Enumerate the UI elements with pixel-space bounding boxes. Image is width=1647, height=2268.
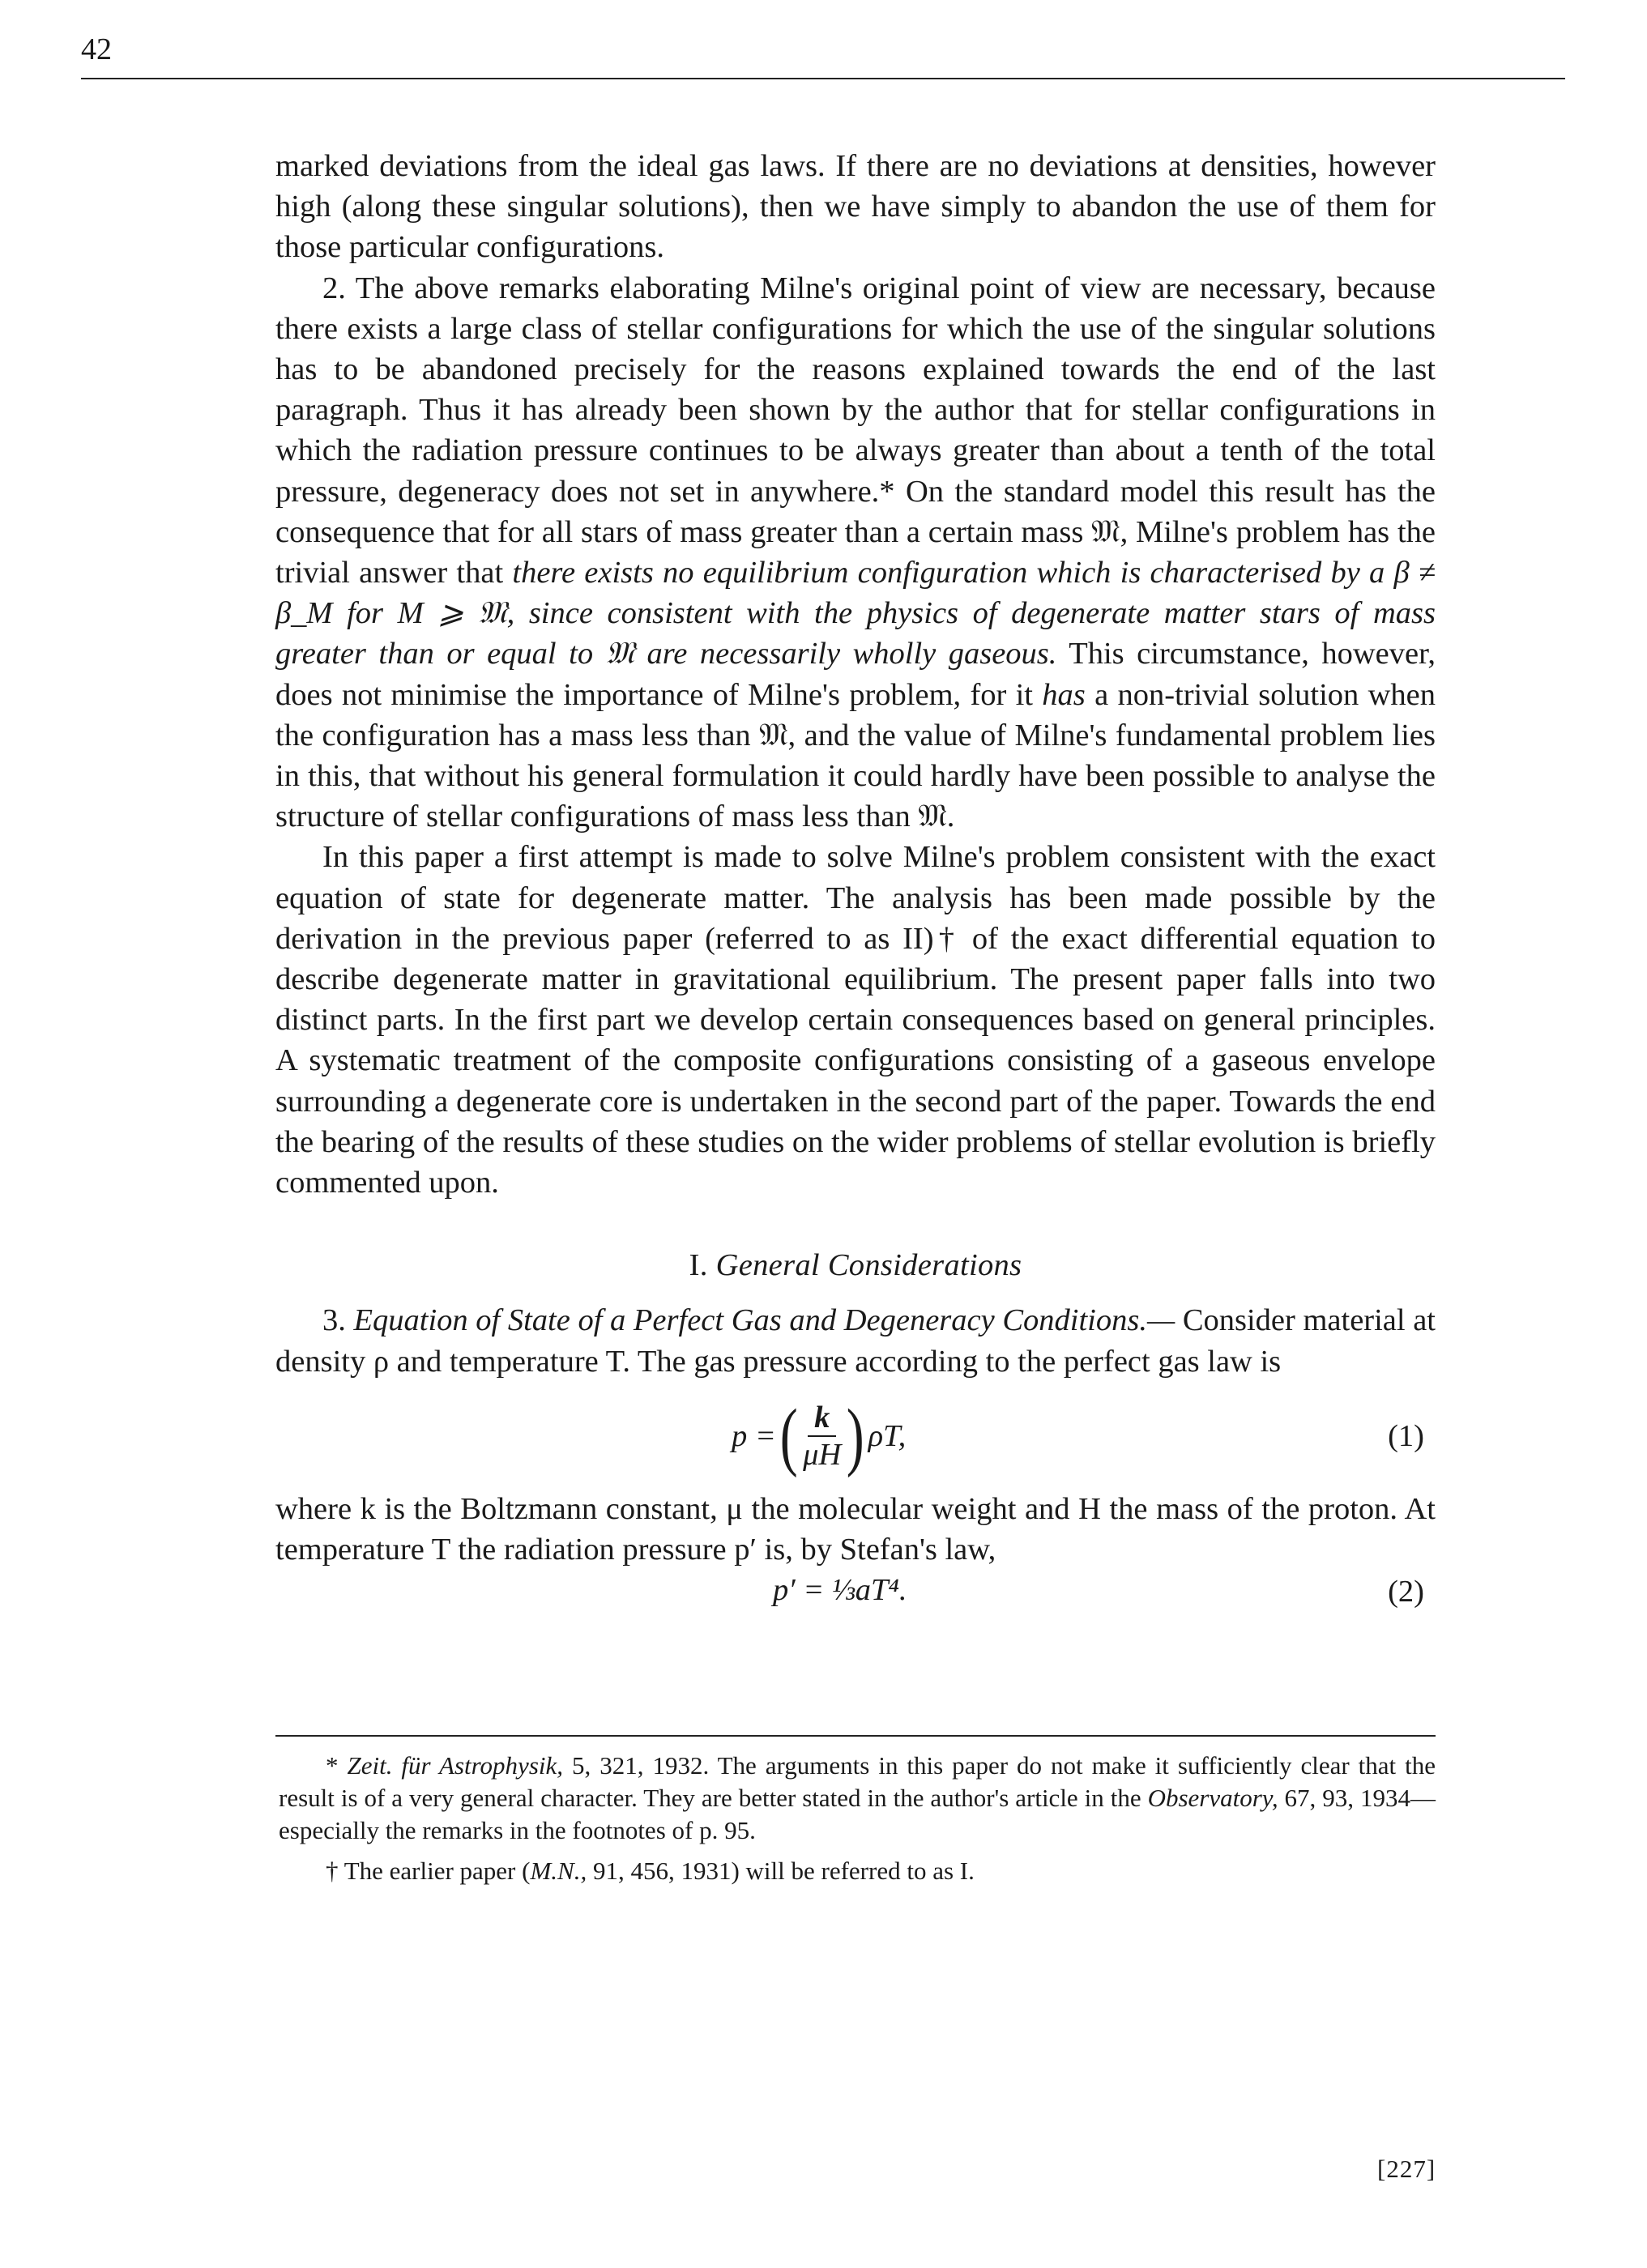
paragraph-4 [275,1300,1436,1381]
subsection-title: Equation of State of a Perfect Gas and Degeneracy Conditions.— [353,1303,1176,1338]
equation-2-expression: p′ = ⅓aT⁴. [773,1573,907,1608]
section-heading [275,1245,1436,1285]
right-paren: ) [847,1393,864,1478]
paragraph-2-text-c: a non-trivial solution when the configuration has a mass less than 𝔐, and the value of Milne's fundamental problem lies in this, that without his general formulation it could hardly have been possible to analyse the structure of stellar configurations of mass less than 𝔐. [275,677,1436,834]
page-number: 42 [81,32,112,66]
footnotes [279,1750,1436,1887]
equation-1-rhs: ρT, [868,1418,907,1453]
paragraph-2-text-b: This circumstance, however, does not minimise the importance of Milne's problem, for it [275,637,1436,712]
left-paren: ( [779,1393,798,1478]
footnote-1-journal: Zeit. für Astrophysik, [347,1751,564,1780]
page-label: [227] [1377,2155,1436,2183]
equation-1-lhs: p = [732,1418,776,1453]
footnote-2-journal: M.N., [530,1857,587,1885]
footnote-1 [279,1750,1436,1847]
section-title: General Considerations [715,1248,1022,1283]
equation-2-label: (2) [1388,1575,1424,1609]
paragraph-2-text-a: 2. The above remarks elaborating Milne's original point of view are necessary, because there exists a large class of stellar configurations for which the use of the singular solutions has to be abandoned precisely for the reasons explained towards the end of the last paragraph. Thus it has already been shown by the author that for stellar configurations in which the radiation pressure continues to be always greater than about a tenth of the total pressure, degeneracy does not set in anywhere.* On the standard model this result has the consequence that for all stars of mass greater than a certain mass 𝔐, Milne's problem has the trivial answer that [275,271,1436,590]
footnote-1-observatory: Observatory, [1147,1784,1278,1812]
equation-2 [275,1570,1436,1615]
header-rule [81,78,1565,79]
paragraph-2 [275,268,1436,838]
paragraph-2-italic: there exists no equilibrium configuration which is characterised by a β ≠ β_M for M ⩾ 𝔐, since consistent with the physics of degenerate matter stars of mass greater than or equal to 𝔐 are necessarily wholly gaseous. [275,556,1436,671]
body-text [275,146,1436,1615]
paragraph-2-has: has [1042,677,1086,712]
paragraph-3: In this paper a first attempt is made to solve Milne's problem consistent with the exact equation of state for degenerate matter. The analysis has been made possible by the derivation in the previous paper (referred to as II)† of the exact differential equation to describe degenerate matter in gravitational equilibrium. The present paper falls into two distinct parts. In the first part we develop certain consequences based on general principles. A systematic treatment of the composite configurations consisting of a gaseous envelope surrounding a degenerate core is undertaken in the second part of the paper. Towards the end the bearing of the results of these studies on the wider problems of stellar evolution is briefly commented upon. [275,840,1436,1200]
paragraph-1: marked deviations from the ideal gas laws. If there are no deviations at densities, however high (along these singular solutions), then we have simply to abandon the use of them for those particular configurations. [275,149,1436,265]
fraction-numerator: k [808,1400,836,1437]
paragraph-4-text: Consider material at density ρ and temperature T. The gas pressure according to the perfect gas law is [275,1303,1436,1379]
equation-1-label: (1) [1388,1418,1424,1453]
footnote-2 [279,1855,1436,1887]
footnote-rule [275,1735,1436,1737]
equation-1 [275,1387,1436,1486]
footnote-2-text: 91, 456, 1931) will be referred to as I. [587,1857,975,1885]
footnote-1-mark: * [326,1751,348,1780]
footnote-1-text-2: 67, 93, 1934—especially the remarks in the footnotes of p. 95. [279,1784,1436,1844]
section-number: I. [689,1248,708,1283]
fraction [803,1400,841,1473]
fraction-denominator: μH [803,1437,842,1472]
subsection-number: 3. [322,1303,346,1338]
paragraph-5: where k is the Boltzmann constant, μ the molecular weight and H the mass of the proton. At temperature T the radiation pressure p′ is, by Stefan's law, [275,1491,1436,1567]
footnote-1-text: 5, 321, 1932. The arguments in this paper do not make it sufficiently clear that the result is of a very general character. They are better stated in the author's article in the [279,1751,1436,1812]
footnote-2-mark: † The earlier paper ( [326,1857,531,1885]
